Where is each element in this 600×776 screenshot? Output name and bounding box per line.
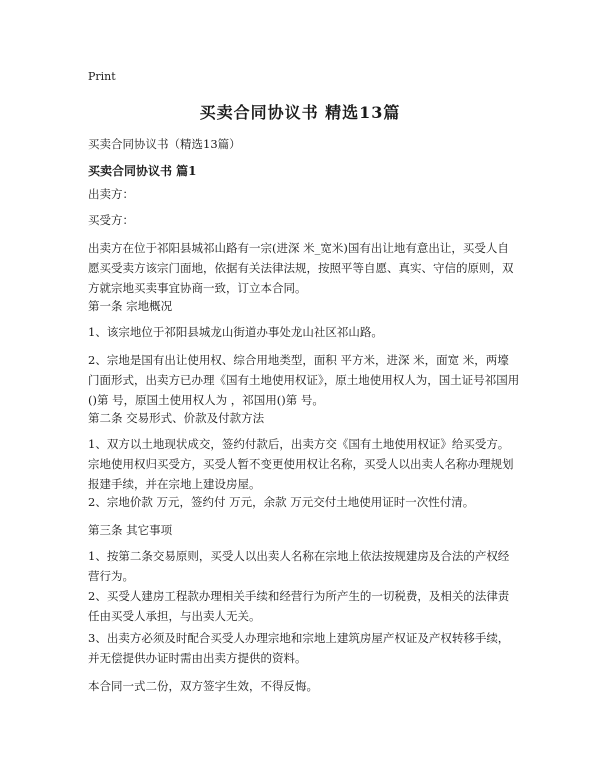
article-1-item-1: 1、该宗地位于祁阳县城龙山街道办事处龙山社区祁山路。 xyxy=(88,325,383,339)
print-label[interactable]: Print xyxy=(88,70,116,83)
article-2-heading: 第二条 交易形式、价款及付款方法 xyxy=(88,411,265,425)
article-3-item-2: 2、买受人建房工程款办理相关手续和经营行为所产生的一切税费，及相关的法律责任由买受人承担，与出卖人无关。 xyxy=(88,589,510,623)
article-3-item-1: 1、按第二条交易原则，买受人以出卖人名称在宗地上依法按规建房及合法的产权经营行为。 xyxy=(88,549,510,583)
document-title: 买卖合同协议书 精选13篇 xyxy=(199,103,401,122)
article-2-item-2: 2、宗地价款 万元，签约付 万元，余款 万元交付土地使用证时一次性付清。 xyxy=(88,495,475,509)
article-1-heading: 第一条 宗地概况 xyxy=(88,299,173,313)
intro-paragraph: 出卖方在位于祁阳县城祁山路有一宗(进深 米_宽米)国有出让地有意出让，买受人自愿买受卖方该宗门面地，依据有关法律法规，按照平等自愿、真实、守信的原则，双方就宗地买卖事宜协商一致，订立本合同。 xyxy=(88,241,514,295)
seller-line: 出卖方： xyxy=(88,187,134,201)
article-2-item-1: 1、双方以土地现状成交，签约付款后，出卖方交《国有土地使用权证》给买受方。宗地使用权归买受方，买受人暂不变更使用权让名称，买受人以出卖人名称办理规划报建手续，并在宗地上建设房屋。 xyxy=(88,437,514,491)
section-heading: 买卖合同协议书 篇1 xyxy=(88,164,197,178)
article-1-item-2: 2、宗地是国有出让使用权、综合用地类型，面积 平方米，进深 米，面宽 米，两壕门面形式，出卖方已办理《国有土地使用权证》，原土地使用权人为，国土证号祁国用()第 号，原国土使用权人为 ，祁国用()第 号。 xyxy=(88,353,520,407)
article-3-item-3: 3、出卖方必须及时配合买受人办理宗地和宗地上建筑房屋产权证及产权转移手续，并无偿提供办证时需由出卖方提供的资料。 xyxy=(88,631,510,665)
document-subtitle: 买卖合同协议书（精选13篇） xyxy=(88,137,241,151)
article-3-heading: 第三条 其它事项 xyxy=(88,523,173,537)
closing-paragraph: 本合同一式二份，双方签字生效，不得反悔。 xyxy=(88,679,318,693)
buyer-line: 买受方： xyxy=(88,213,134,227)
